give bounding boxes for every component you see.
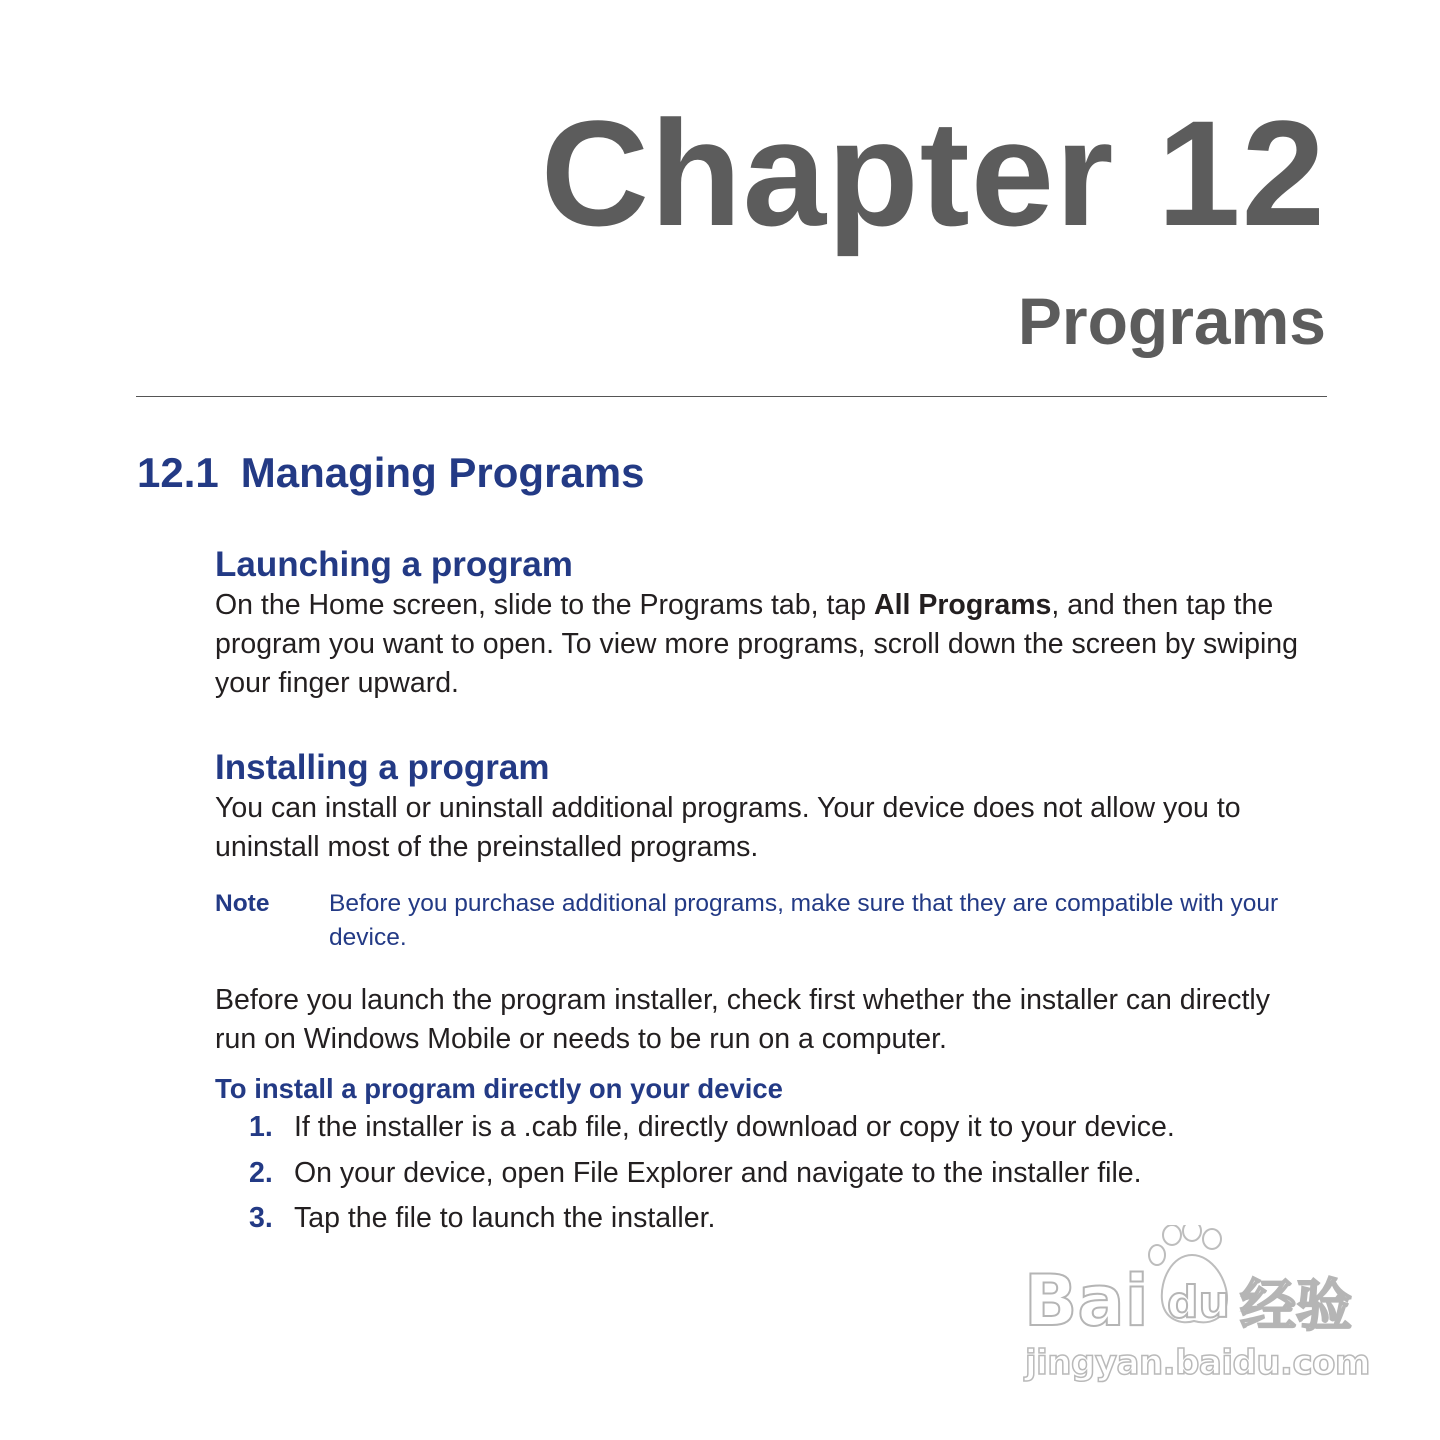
note-text: Before you purchase additional programs, make sure that they are compatible with your device. xyxy=(329,890,1279,951)
svg-text:经验: 经验 xyxy=(1240,1274,1352,1339)
step-text: Tap the file to launch the installer. xyxy=(294,1202,716,1234)
step-number: 1. xyxy=(249,1111,273,1143)
step-text: If the installer is a .cab file, directly download or copy it to your device. xyxy=(294,1111,1175,1143)
steps-list xyxy=(215,1103,1315,1244)
baidu-logo-icon xyxy=(1022,1225,1362,1340)
svg-text:du: du xyxy=(1167,1277,1230,1328)
watermark-url: jingyan.baidu.com xyxy=(1025,1343,1370,1383)
note-label: Note xyxy=(215,890,270,917)
installer-paragraph: Before you launch the program installer, check first whether the installer can directly run on Windows Mobile or needs to be run on a computer. xyxy=(215,984,1271,1055)
launching-text-1: On the Home screen, slide to the Programs tab, tap xyxy=(215,589,874,621)
svg-text:Bai: Bai xyxy=(1024,1260,1149,1340)
section-title: Managing Programs xyxy=(240,449,645,496)
section-number: 12.1 xyxy=(137,449,219,496)
baidu-watermark xyxy=(1022,1225,1370,1395)
installing-heading: Installing a program xyxy=(215,748,550,787)
list-item xyxy=(215,1103,1315,1153)
all-programs-bold: All Programs xyxy=(874,589,1052,621)
content xyxy=(215,544,1315,1244)
launching-text-2: , and then tap the program you want to open. To view more programs, scroll down the screen by swiping your finger upward. xyxy=(215,589,1298,699)
section-heading xyxy=(137,448,645,498)
installing-paragraph: You can install or uninstall additional programs. Your device does not allow you to uninstall most of the preinstalled programs. xyxy=(215,792,1241,863)
list-item xyxy=(215,1149,1315,1199)
step-text: On your device, open File Explorer and navigate to the installer file. xyxy=(294,1156,1142,1189)
launching-heading: Launching a program xyxy=(215,545,573,584)
launching-paragraph xyxy=(215,586,1315,703)
step-number: 2. xyxy=(249,1156,273,1189)
procedure-heading: To install a program directly on your device xyxy=(215,1073,783,1104)
chapter-subtitle: Programs xyxy=(1017,284,1326,358)
step-number: 3. xyxy=(249,1202,273,1234)
divider-rule xyxy=(136,396,1327,397)
chapter-title: Chapter 12 xyxy=(540,89,1326,257)
note-block xyxy=(215,887,1315,955)
